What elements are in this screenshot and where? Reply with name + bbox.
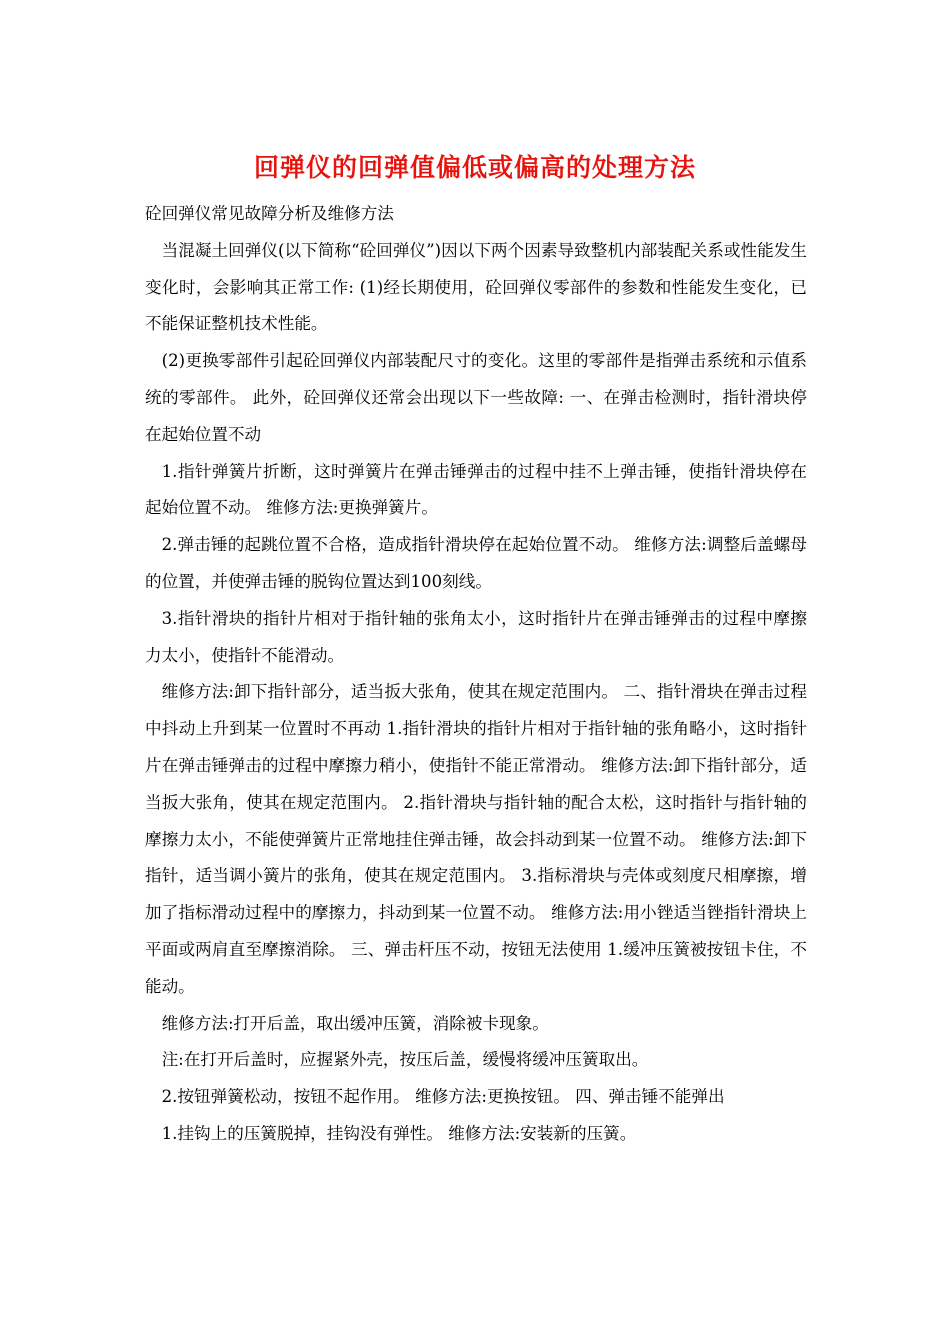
paragraph: 1.指针弹簧片折断，这时弹簧片在弹击锤弹击的过程中挂不上弹击锤，使指针滑块停在起始位置不动。 维修方法:更换弹簧片。 bbox=[145, 461, 807, 518]
paragraph: 维修方法:卸下指针部分，适当扳大张角，使其在规定范围内。 二、指针滑块在弹击过程中抖动上升到某一位置时不再动 1.指针滑块的指针片相对于指针轴的张角略小，这时指针片在弹击锤弹击的过程中摩擦力稍小，使指针不能正常滑动。 维修方法:卸下指针部分，适当扳大张角，使其在规定范围内。 2.指针滑块与指针轴的配合太松，这时指针与指针轴的摩擦力太小，不能使弹簧片正常地挂住弹击锤，故会抖动到某一位置不动。 维修方法:卸下指针，适当调小簧片的张角，使其在规定范围内。 3.指标滑块与壳体或刻度尺相摩擦，增加了指标滑动过程中的摩擦力，抖动到某一位置不动。 维修方法:用小锉适当锉指针滑块上平面或两肩直至摩擦消除。 三、弹击杆压不动，按钮无法使用 1.缓冲压簧被按钮卡住，不能动。 bbox=[145, 682, 807, 996]
paragraph: 3.指针滑块的指针片相对于指针轴的张角太小，这时指针片在弹击锤弹击的过程中摩擦力太小，使指针不能滑动。 bbox=[145, 608, 807, 665]
paragraph-note: 注:在打开后盖时，应握紧外壳，按压后盖，缓慢将缓冲压簧取出。 bbox=[161, 1050, 649, 1070]
paragraph-intro: 当混凝土回弹仪(以下简称“砼回弹仪”)因以下两个因素导致整机内部装配关系或性能发生变化时，会影响其正常工作: (1)经长期使用，砼回弹仪零部件的参数和性能发生变化，已不能保证整机技术性能。 bbox=[145, 240, 807, 334]
paragraph: (2)更换零部件引起砼回弹仪内部装配尺寸的变化。这里的零部件是指弹击系统和示值系统的零部件。 此外，砼回弹仪还常会出现以下一些故障: 一、在弹击检测时，指针滑块停在起始位置不动 bbox=[145, 351, 807, 444]
paragraph: 1.挂钩上的压簧脱掉，挂钩没有弹性。 维修方法:安装新的压簧。 bbox=[161, 1123, 637, 1143]
paragraph: 2.按钮弹簧松动，按钮不起作用。 维修方法:更换按钮。 四、弹击锤不能弹出 bbox=[161, 1087, 725, 1107]
paragraph-subtitle: 砼回弹仪常见故障分析及维修方法 bbox=[145, 204, 394, 223]
paragraph: 2.弹击锤的起跳位置不合格，造成指针滑块停在起始位置不动。 维修方法:调整后盖螺母的位置，并使弹击锤的脱钩位置达到100刻线。 bbox=[145, 535, 807, 591]
document-title: 回弹仪的回弹值偏低或偏高的处理方法 bbox=[253, 153, 696, 182]
document-body bbox=[145, 196, 807, 1153]
paragraph: 维修方法:打开后盖，取出缓冲压簧，消除被卡现象。 bbox=[161, 1013, 549, 1033]
